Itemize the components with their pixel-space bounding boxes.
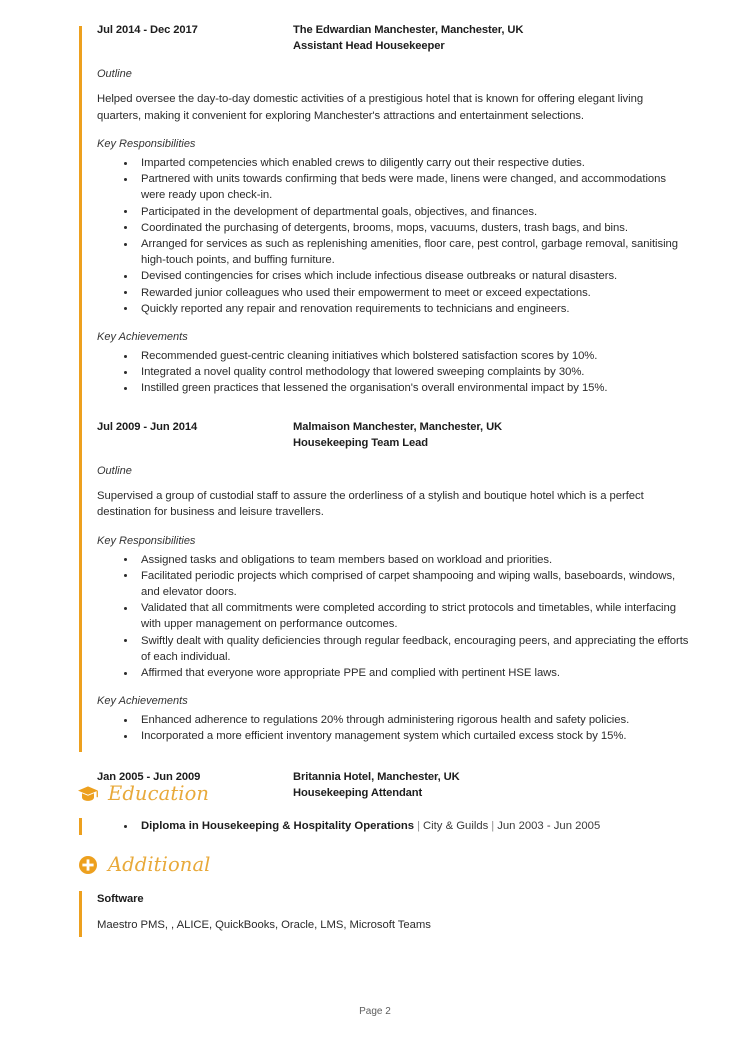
experience-entry-header xyxy=(97,22,689,54)
education-institution: City & Guilds xyxy=(423,820,489,832)
list-item: Rewarded junior colleagues who used their empowerment to meet or exceed expectations. xyxy=(97,285,689,301)
plus-circle-icon xyxy=(77,854,99,876)
experience-employer xyxy=(293,419,689,451)
achievements-list xyxy=(97,712,689,744)
education-degree: Diploma in Housekeeping & Hospitality Operations xyxy=(141,820,415,832)
experience-job-title: Assistant Head Housekeeper xyxy=(293,40,445,52)
list-item: Arranged for services as such as replenishing amenities, floor care, pest control, garbage removal, sanitising high-touch points, and buffing furniture. xyxy=(97,236,689,268)
list-item: Swiftly dealt with quality deficiencies through regular feedback, encouraging peers, and appreciating the efforts of each individual. xyxy=(97,633,689,665)
education-dates: Jun 2003 - Jun 2005 xyxy=(497,820,601,832)
achievements-list xyxy=(97,348,689,397)
experience-section xyxy=(79,22,689,801)
responsibilities-list xyxy=(97,552,689,682)
experience-employer xyxy=(293,769,689,801)
additional-body xyxy=(79,891,689,933)
list-item: Participated in the development of departmental goals, objectives, and finances. xyxy=(97,204,689,220)
additional-heading: Additional xyxy=(108,853,211,876)
achievements-label: Key Achievements xyxy=(97,695,188,708)
experience-dates: Jan 2005 - Jun 2009 xyxy=(97,770,201,783)
education-entry xyxy=(97,818,689,834)
additional-group xyxy=(97,891,689,933)
experience-company: Britannia Hotel, Manchester, UK xyxy=(293,770,460,783)
additional-accent-rail xyxy=(79,891,82,937)
list-item: Recommended guest-centric cleaning initiatives which bolstered satisfaction scores by 10%. xyxy=(97,348,689,364)
experience-job-title: Housekeeping Attendant xyxy=(293,786,423,799)
page-footer: Page 2 xyxy=(359,1006,391,1017)
outline-label: Outline xyxy=(97,68,132,80)
list-item: Imparted competencies which enabled crews to diligently carry out their respective duties. xyxy=(97,155,689,171)
additional-group-value: Maestro PMS, , ALICE, QuickBooks, Oracle, LMS, Microsoft Teams xyxy=(97,919,431,931)
experience-entry xyxy=(97,419,689,745)
list-item: Instilled green practices that lessened the organisation's overall environmental impact by 15%. xyxy=(97,380,689,396)
experience-body xyxy=(97,22,689,801)
education-separator: | xyxy=(417,820,420,832)
list-item: Validated that all commitments were completed according to strict protocols and timetables, while interfacing with upper management on performance outcomes. xyxy=(97,600,689,632)
list-item: Quickly reported any repair and renovation requirements to technicians and engineers. xyxy=(97,301,689,317)
list-item: Integrated a novel quality control methodology that lowered sweeping complaints by 30%. xyxy=(97,364,689,380)
education-body xyxy=(79,818,689,834)
graduation-cap-icon xyxy=(77,783,99,805)
education-heading: Education xyxy=(108,782,210,805)
experience-company: Malmaison Manchester, Manchester, UK xyxy=(293,420,503,433)
experience-entry xyxy=(97,22,689,397)
list-item: Incorporated a more efficient inventory management system which curtailed excess stock by 15%. xyxy=(97,728,689,744)
experience-accent-rail xyxy=(79,26,82,752)
additional-section-header xyxy=(77,854,211,876)
responsibilities-list xyxy=(97,155,689,317)
experience-outline: Helped oversee the day-to-day domestic activities of a prestigious hotel that is known for offering elegant living quarters, making it convenient for exploring Manchester's attractions and entertainment selections. xyxy=(97,93,644,122)
list-item: Affirmed that everyone wore appropriate PPE and complied with pertinent HSE laws. xyxy=(97,665,689,681)
list-item: Facilitated periodic projects which comprised of carpet shampooing and wiping walls, baseboards, windows, and elevator doors. xyxy=(97,568,689,600)
list-item: Coordinated the purchasing of detergents, brooms, mops, vacuums, dusters, trash bags, and bins. xyxy=(97,220,689,236)
experience-dates: Jul 2014 - Dec 2017 xyxy=(97,24,198,36)
experience-job-title: Housekeeping Team Lead xyxy=(293,436,428,449)
experience-dates: Jul 2009 - Jun 2014 xyxy=(97,420,198,433)
outline-label: Outline xyxy=(97,464,132,477)
list-item: Enhanced adherence to regulations 20% through administering rigorous health and safety policies. xyxy=(97,712,689,728)
experience-outline: Supervised a group of custodial staff to assure the orderliness of a stylish and boutique hotel which is a perfect destination for business and leisure travellers. xyxy=(97,489,644,519)
experience-entry-header xyxy=(97,419,689,451)
experience-employer xyxy=(293,22,689,54)
education-section-header xyxy=(77,783,209,805)
list-item: Assigned tasks and obligations to team members based on workload and priorities. xyxy=(97,552,689,568)
list-item: Partnered with units towards confirming that beds were made, linens were changed, and accommodations were ready upon check-in. xyxy=(97,171,689,203)
experience-company: The Edwardian Manchester, Manchester, UK xyxy=(293,24,524,36)
responsibilities-label: Key Responsibilities xyxy=(97,138,196,150)
education-separator: | xyxy=(491,820,495,832)
achievements-label: Key Achievements xyxy=(97,331,188,344)
additional-group-title: Software xyxy=(97,893,144,905)
list-item: Devised contingencies for crises which include infectious disease outbreaks or natural disasters. xyxy=(97,268,689,284)
responsibilities-label: Key Responsibilities xyxy=(97,534,196,547)
education-accent-rail xyxy=(79,818,82,835)
